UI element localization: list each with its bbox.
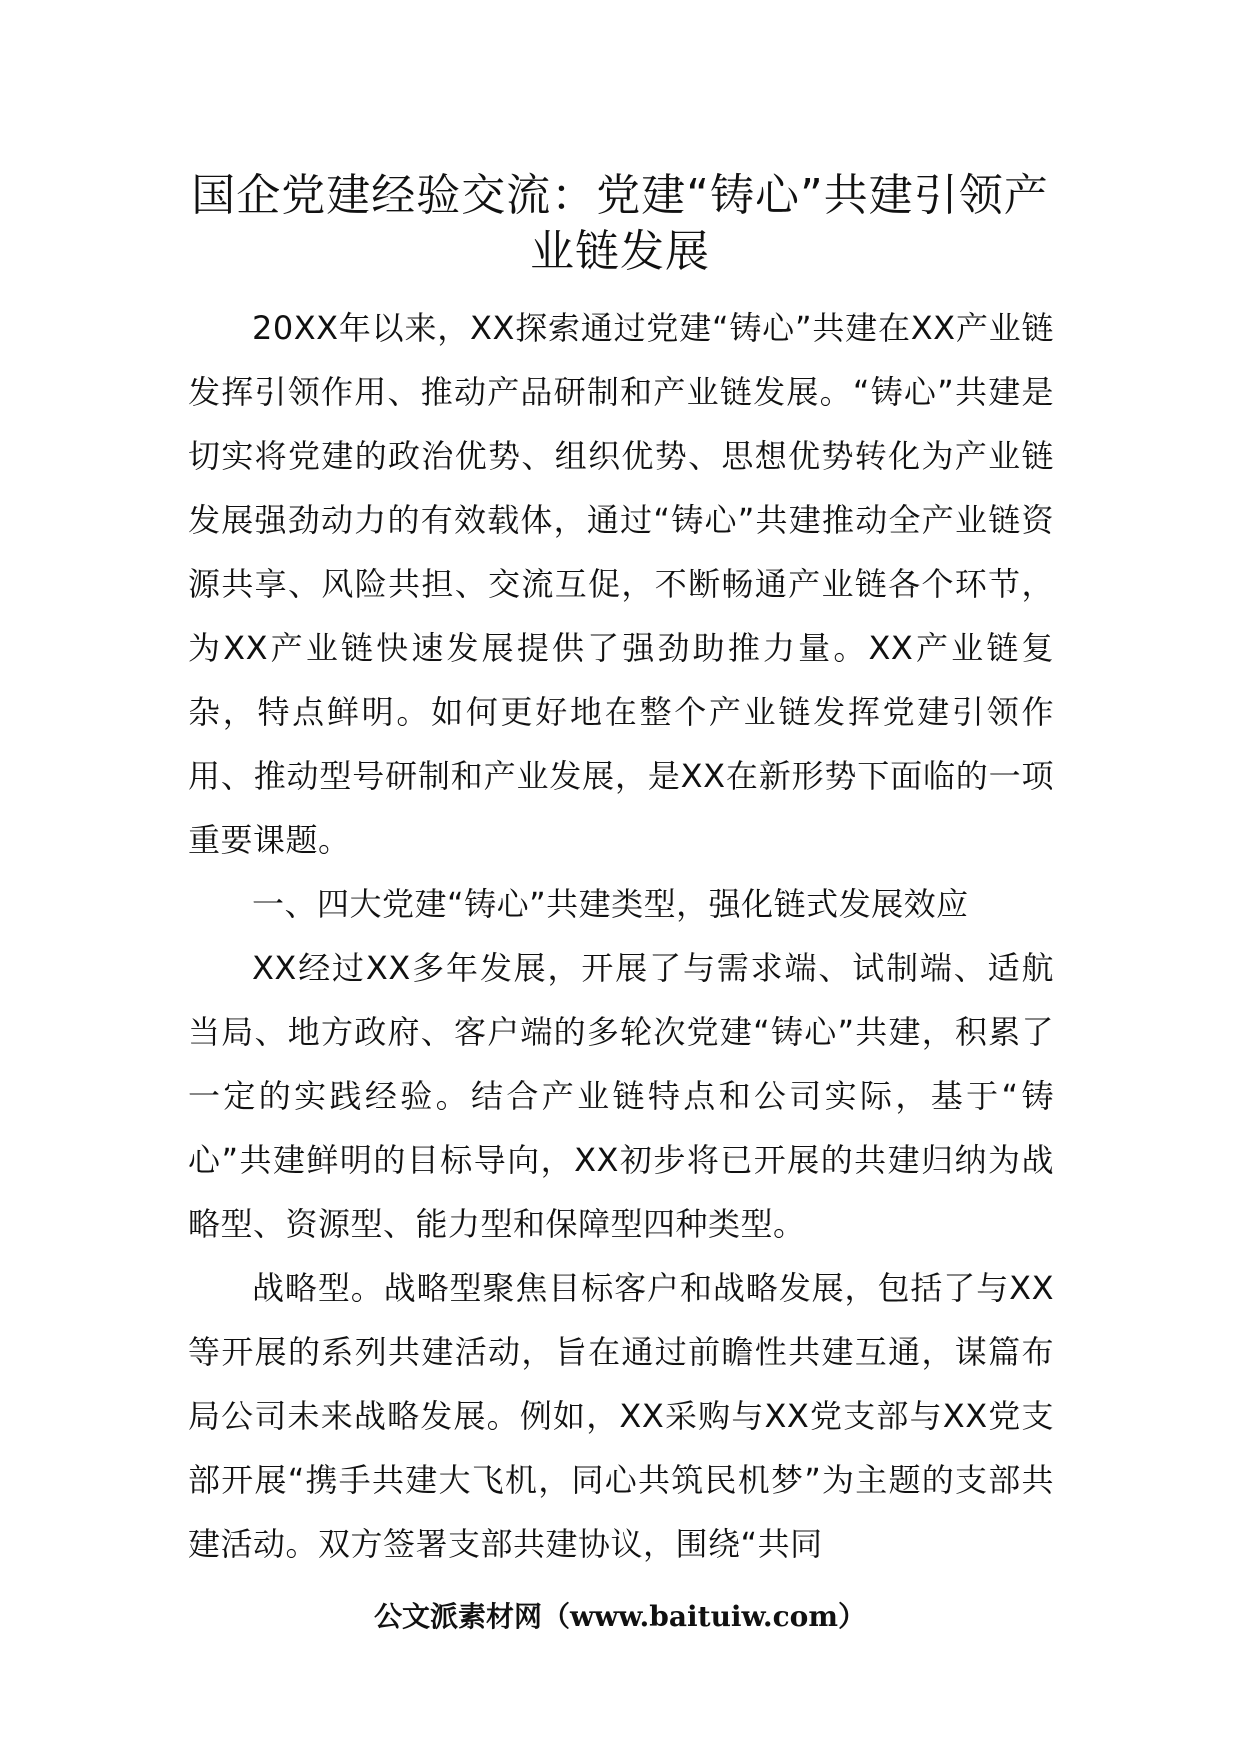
- intro-paragraph: 20XX年以来，XX探索通过党建“铸心”共建在XX产业链发挥引领作用、推动产品研制和产业链发展。“铸心”共建是切实将党建的政治优势、组织优势、思想优势转化为产业链发展强劲动力的有效载体，通过“铸心”共建推动全产业链资源共享、风险共担、交流互促，不断畅通产业链各个环节，为XX产业链快速发展提供了强劲助推力量。XX产业链复杂，特点鲜明。如何更好地在整个产业链发挥党建引领作用、推动型号研制和产业发展，是XX在新形势下面临的一项重要课题。: [188, 309, 1054, 859]
- strategy-paragraph: 战略型。战略型聚焦目标客户和战略发展，包括了与XX等开展的系列共建活动，旨在通过前瞻性共建互通，谋篇布局公司未来战略发展。例如，XX采购与XX党支部与XX党支部开展“携手共建大飞机，同心共筑民机梦”为主题的支部共建活动。双方签署支部共建协议，围绕“共同: [188, 1269, 1054, 1563]
- section-paragraph: XX经过XX多年发展，开展了与需求端、试制端、适航当局、地方政府、客户端的多轮次党建“铸心”共建，积累了一定的实践经验。结合产业链特点和公司实际，基于“铸心”共建鲜明的目标导向，XX初步将已开展的共建归纳为战略型、资源型、能力型和保障型四种类型。: [188, 949, 1054, 1243]
- footer-source: 公文派素材网（www.baituiw.com）: [374, 1600, 866, 1633]
- section-heading: 一、四大党建“铸心”共建类型，强化链式发展效应: [252, 885, 969, 923]
- document-title: 国企党建经验交流：党建“铸心”共建引领产业链发展: [191, 170, 1049, 277]
- document-body: [188, 296, 1054, 1576]
